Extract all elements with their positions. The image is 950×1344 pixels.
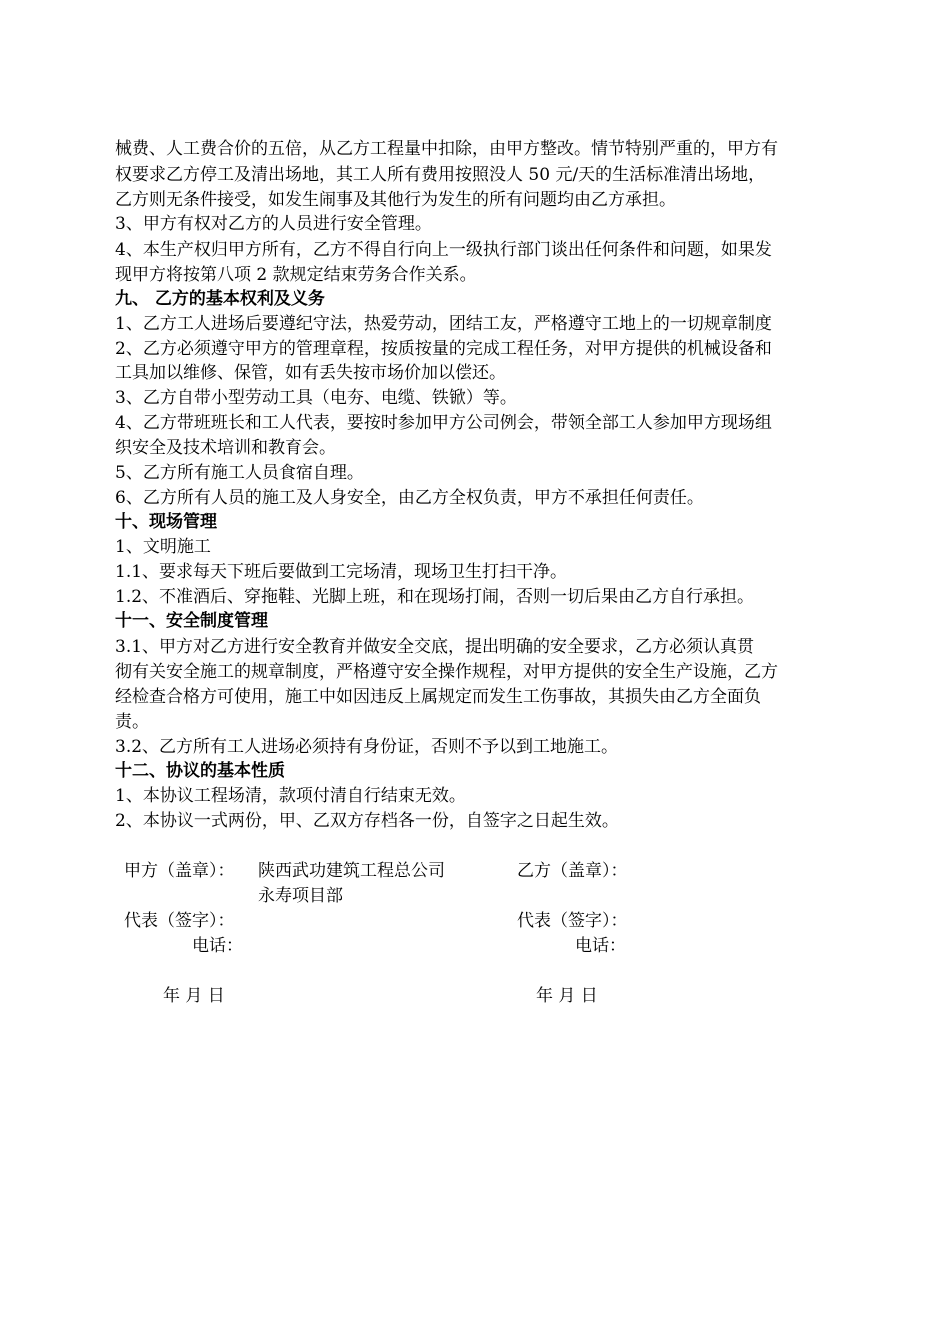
party-b-seal-label: 乙方（盖章）： <box>517 861 628 881</box>
clause-item: 彻有关安全施工的规章制度，严格遵守安全操作规程，对甲方提供的安全生产设施，乙方 <box>115 662 778 682</box>
clause-item: 2、乙方必须遵守甲方的管理章程，按质按量的完成工程任务，对甲方提供的机械设备和 <box>115 339 772 359</box>
party-a-seal-label: 甲方（盖章）： <box>124 861 235 881</box>
clause-item: 1、本协议工程场清，款项付清自行结束无效。 <box>115 786 466 806</box>
section-heading: 九、 乙方的基本权利及义务 <box>115 289 325 309</box>
clause-item: 6、乙方所有人员的施工及人身安全，由乙方全权负责，甲方不承担任何责任。 <box>115 488 704 508</box>
clause-item: 工具加以维修、保管，如有丢失按市场价加以偿还。 <box>115 363 506 383</box>
clause-item: 责。 <box>115 712 149 732</box>
section-heading: 十一、安全制度管理 <box>115 611 268 631</box>
party-b-representative-label: 代表（签字）： <box>517 911 628 931</box>
paragraph-line: 乙方则无条件接受，如发生闹事及其他行为发生的所有问题均由乙方承担。 <box>115 190 676 210</box>
section-heading: 十二、协议的基本性质 <box>115 761 285 781</box>
clause-item: 1.1、要求每天下班后要做到工完场清，现场卫生打扫干净。 <box>115 562 568 582</box>
party-a-representative-label: 代表（签字）： <box>124 911 235 931</box>
clause-item: 3、甲方有权对乙方的人员进行安全管理。 <box>115 214 432 234</box>
clause-item: 1、乙方工人进场后要遵纪守法，热爱劳动，团结工友，严格遵守工地上的一切规章制度 <box>115 314 772 334</box>
party-a-phone-label: 电话： <box>192 936 243 956</box>
clause-item: 1.2、不准酒后、穿拖鞋、光脚上班，和在现场打闹，否则一切后果由乙方自行承担。 <box>115 587 755 607</box>
clause-item: 经检查合格方可使用，施工中如因违反上属规定而发生工伤事故，其损失由乙方全面负 <box>115 687 761 707</box>
clause-item: 现甲方将按第八项 2 款规定结束劳务合作关系。 <box>115 265 477 285</box>
party-b-date: 年 月 日 <box>536 986 598 1006</box>
party-b-phone-label: 电话： <box>575 936 626 956</box>
party-a-company: 陕西武功建筑工程总公司 <box>258 861 445 881</box>
clause-item: 5、乙方所有施工人员食宿自理。 <box>115 463 364 483</box>
clause-item: 1、文明施工 <box>115 537 211 557</box>
clause-item: 3、乙方自带小型劳动工具（电夯、电缆、铁锨）等。 <box>115 388 517 408</box>
paragraph-line: 械费、人工费合价的五倍，从乙方工程量中扣除，由甲方整改。情节特别严重的，甲方有 <box>115 139 778 159</box>
clause-item: 织安全及技术培训和教育会。 <box>115 438 336 458</box>
party-a-department: 永寿项目部 <box>258 886 343 906</box>
party-a-date: 年 月 日 <box>163 986 225 1006</box>
paragraph-line: 权要求乙方停工及清出场地，其工人所有费用按照没人 50 元/天的生活标准清出场地， <box>115 165 766 185</box>
clause-item: 2、本协议一式两份，甲、乙双方存档各一份，自签字之日起生效。 <box>115 811 619 831</box>
section-heading: 十、现场管理 <box>115 512 217 532</box>
clause-item: 4、本生产权归甲方所有，乙方不得自行向上一级执行部门谈出任何条件和问题，如果发 <box>115 240 772 260</box>
clause-item: 3.2、乙方所有工人进场必须持有身份证，否则不予以到工地施工。 <box>115 737 619 757</box>
clause-item: 3.1、甲方对乙方进行安全教育并做安全交底，提出明确的安全要求，乙方必须认真贯 <box>115 637 755 657</box>
clause-item: 4、乙方带班班长和工人代表，要按时参加甲方公司例会，带领全部工人参加甲方现场组 <box>115 413 772 433</box>
